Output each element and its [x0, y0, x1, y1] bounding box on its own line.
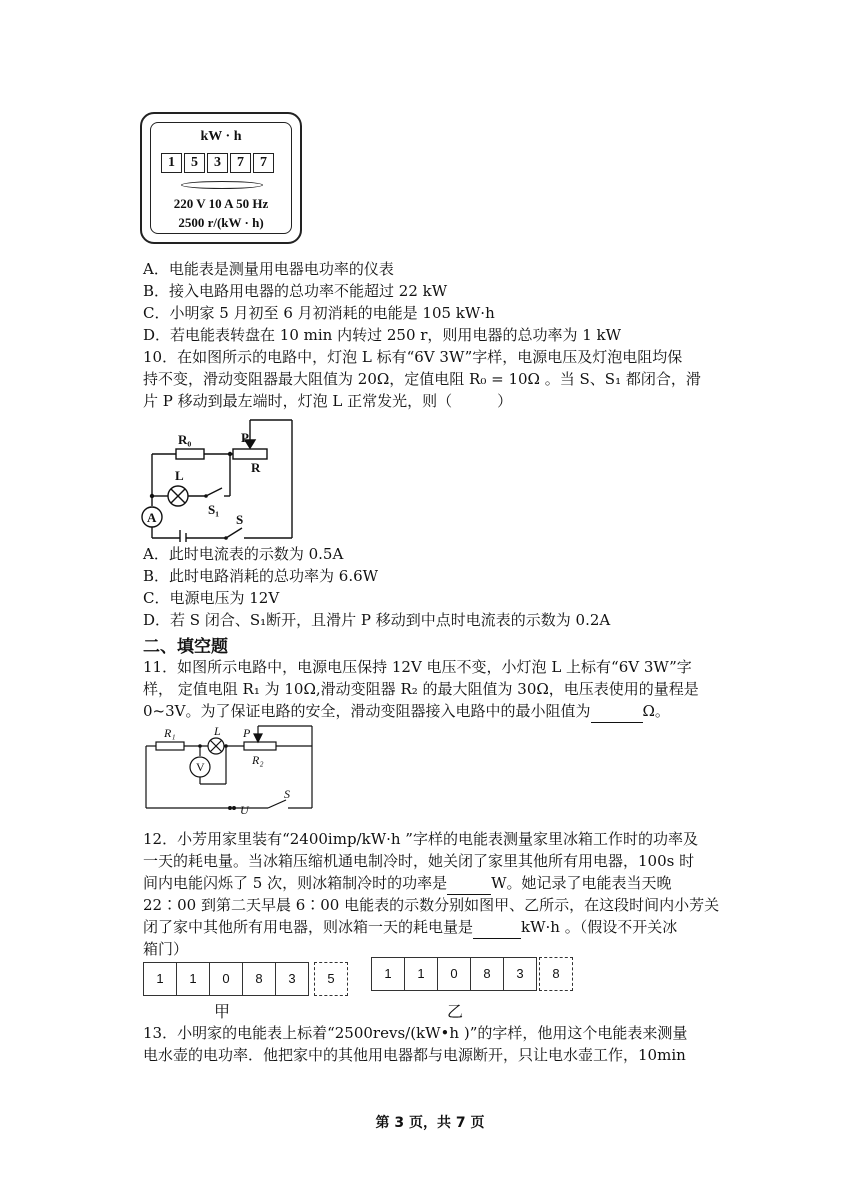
q12-stem-line5: [143, 916, 677, 939]
q12-answer-blank-1[interactable]: [447, 872, 491, 895]
energy-meter-figure: [140, 112, 302, 244]
reading-digit: 3: [275, 962, 309, 996]
q10-stem-line1: 10．在如图所示的电路中，灯泡 L 标有“6V 3W”字样，电源电压及灯泡电阻均保: [143, 348, 683, 366]
label-r: R: [251, 460, 261, 475]
label-r1: R₁: [164, 726, 176, 740]
label-s: S: [236, 512, 244, 527]
q10-stem-line3: 片 P 移动到最左端时，灯泡 L 正常发光，则（ ）: [143, 392, 513, 410]
reading-digit: 1: [176, 962, 209, 996]
q9-option-a: A．电能表是测量用电器电功率的仪表: [143, 260, 394, 278]
meter-digit: 5: [184, 153, 205, 173]
q12-text: 闭了家中其他所有用电器，则冰箱一天的耗电量是: [143, 918, 474, 936]
q11-answer-blank[interactable]: [591, 700, 643, 723]
meter-disc: [181, 181, 263, 189]
label-p: P: [241, 430, 249, 445]
q12-text: W。她记录了电能表当天晚: [491, 874, 672, 892]
q9-option-d: D．若电能表转盘在 10 min 内转过 250 r，则用电器的总功率为 1 kW: [143, 326, 622, 344]
label-ammeter: A: [147, 510, 157, 525]
meter-unit: kW · h: [200, 129, 242, 144]
meter-reading-yi: [371, 957, 537, 991]
label-u: U: [240, 803, 249, 816]
q13-stem-line1: 13．小明家的电能表上标着“2500revs/(kW•h )”的字样，他用这个电能表来测量: [143, 1024, 688, 1042]
q10-option-d: D．若 S 闭合、S₁断开，且滑片 P 移动到中点时电流表的示数为 0.2A: [143, 611, 611, 629]
label-voltmeter: V: [196, 760, 205, 774]
q12-stem-line6: 箱门）: [143, 940, 189, 958]
q10-circuit-diagram: [138, 416, 298, 542]
reading-digit: 0: [437, 957, 470, 991]
q9-option-b: B．接入电路用电器的总功率不能超过 22 kW: [143, 282, 448, 300]
reading-digit: 3: [503, 957, 537, 991]
reading-digit: 8: [242, 962, 275, 996]
label-l: L: [175, 468, 184, 483]
q11-stem-line2: 样， 定值电阻 R₁ 为 10Ω,滑动变阻器 R₂ 的最大阻值为 30Ω，电压表使用的量程是: [143, 680, 699, 698]
reading-digit: 1: [404, 957, 437, 991]
reading-digit: 1: [371, 957, 404, 991]
meter-spec-rating: 220 V 10 A 50 Hz: [173, 196, 269, 211]
q12-stem-line3: [143, 872, 672, 895]
meter-panel: [150, 122, 292, 234]
q9-option-c: C．小明家 5 月初至 6 月初消耗的电能是 105 kW·h: [143, 304, 495, 322]
q12-answer-blank-2[interactable]: [473, 916, 521, 939]
meter-digit: 3: [207, 153, 228, 173]
label-s: S: [284, 787, 290, 801]
reading-digit: 1: [143, 962, 176, 996]
label-p: P: [243, 726, 251, 740]
q12-stem-line1: 12．小芳用家里装有“2400imp/kW·h ”字样的电能表测量家里冰箱工作时的功率及: [143, 830, 698, 848]
meter-digits: [161, 153, 276, 173]
reading-digit: 0: [209, 962, 242, 996]
label-s1: S₁: [208, 502, 220, 517]
q11-circuit-diagram: [140, 722, 320, 816]
q10-option-a: A．此时电流表的示数为 0.5A: [143, 545, 344, 563]
reading-digit: 8: [470, 957, 503, 991]
q13-stem-line2: 电水壶的电功率．他把家中的其他用电器都与电源断开，只让电水壶工作，10min: [143, 1046, 686, 1064]
meter-digit: 7: [253, 153, 274, 173]
q10-option-c: C．电源电压为 12V: [143, 589, 280, 607]
q11-text: 0~3V。为了保证电路的安全，滑动变阻器接入电路中的最小阻值为: [143, 702, 591, 720]
meter-reading-jia: [143, 962, 309, 996]
reading-decimal-yi: 8: [539, 957, 573, 991]
label-r0: R₀: [178, 432, 192, 447]
q11-stem-line1: 11．如图所示电路中，电源电压保持 12V 电压不变，小灯泡 L 上标有“6V 3W”字: [143, 658, 692, 676]
q10-stem-line2: 持不变，滑动变阻器最大阻值为 20Ω，定值电阻 R₀ = 10Ω 。当 S、S₁ 都闭合，滑: [143, 370, 701, 388]
q11-unit: Ω。: [642, 702, 670, 720]
label-jia: 甲: [214, 1002, 231, 1021]
label-r2: R₂: [252, 753, 264, 767]
q11-stem-line3: [143, 700, 670, 723]
meter-digit: 1: [161, 153, 182, 173]
label-l: L: [214, 724, 221, 738]
q10-option-b: B．此时电路消耗的总功率为 6.6W: [143, 567, 379, 585]
page-footer: 第 3 页，共 7 页: [375, 1115, 485, 1131]
q12-text: kW·h 。（假设不开关冰: [521, 918, 678, 936]
reading-decimal-jia: 5: [314, 962, 348, 996]
q12-text: 间内电能闪烁了 5 次，则冰箱制冷时的功率是: [143, 874, 448, 892]
meter-digit: 7: [230, 153, 251, 173]
q12-stem-line4: 22∶00 到第二天早晨 6∶00 电能表的示数分别如图甲、乙所示，在这段时间内小芳关: [143, 896, 720, 914]
meter-spec-constant: 2500 r/(kW · h): [178, 215, 264, 230]
label-yi: 乙: [447, 1002, 464, 1021]
section-title: 二、填空题: [143, 637, 228, 657]
q12-stem-line2: 一天的耗电量。当冰箱压缩机通电制冷时，她关闭了家里其他所有用电器，100s 时: [143, 852, 695, 870]
